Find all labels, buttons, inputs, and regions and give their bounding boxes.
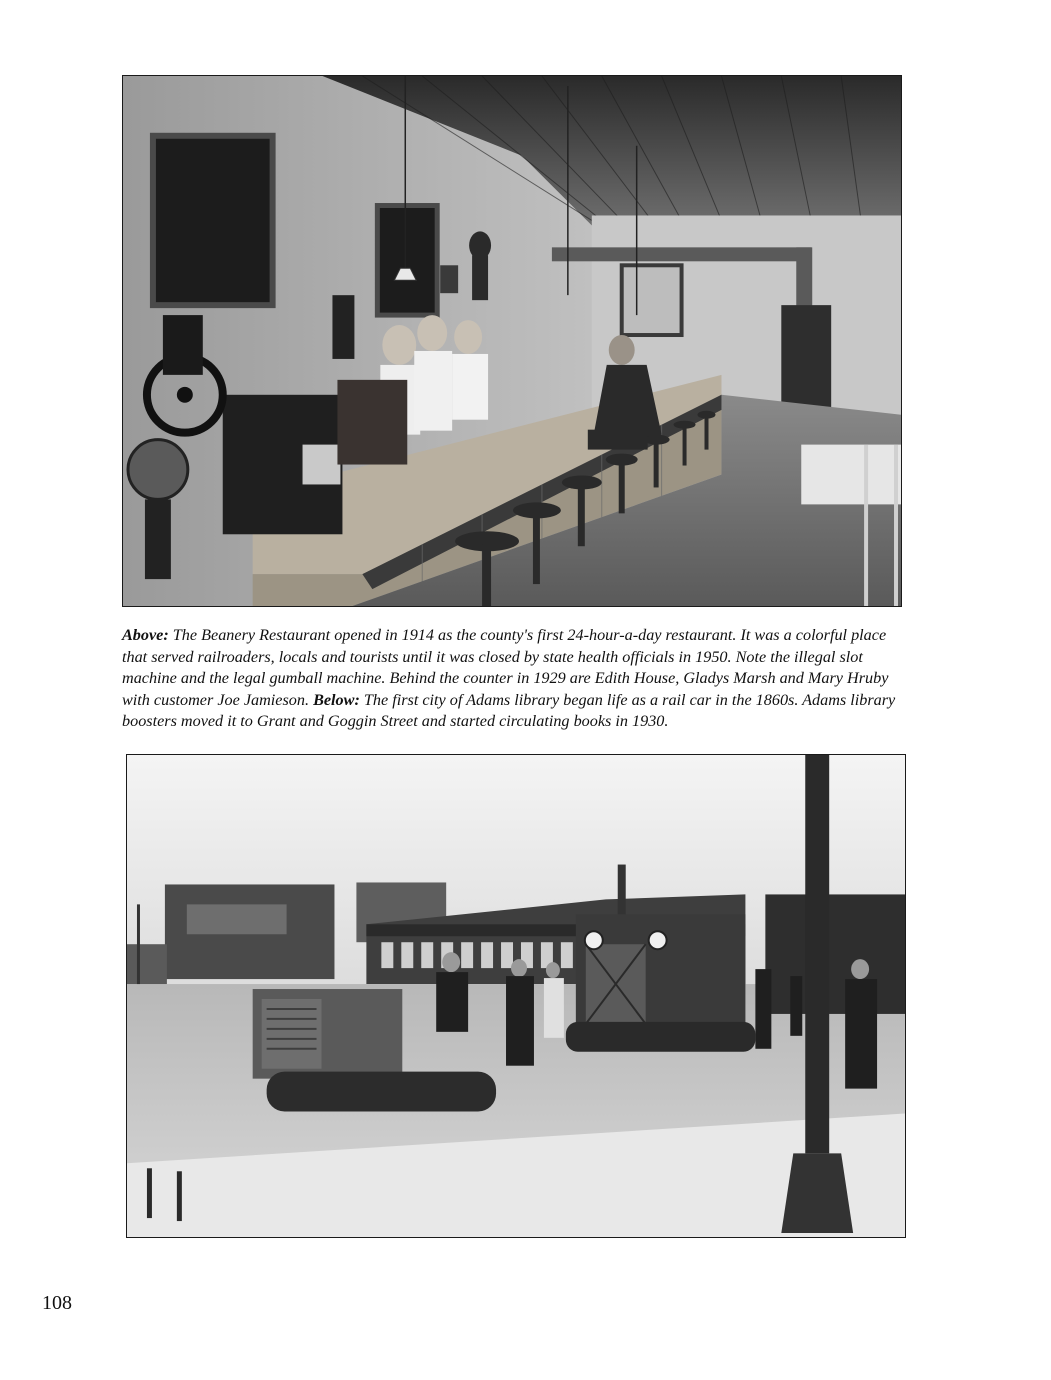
- caption-above-label: Above:: [122, 626, 169, 644]
- library-rail-car-photo: [126, 754, 906, 1238]
- caption-below-label: Below:: [313, 690, 360, 709]
- beanery-restaurant-photo: [122, 75, 902, 607]
- library-rail-car-image: [127, 755, 905, 1237]
- beanery-restaurant-image: [123, 76, 901, 606]
- photo-caption: [122, 625, 906, 733]
- caption-above-text: The Beanery Restaurant opened in 1914 as the county's first 24-hour-a-day restaurant. It was a colorful place that served railroaders, locals and tourists until it was closed by state health officials in 1950. Note the illegal slot machine and the legal gumball machine. Behind the counter in 1929 are Edith House, Gladys Marsh and Mary Hruby with customer Joe Jamieson.: [122, 626, 889, 709]
- page-number: 108: [42, 1292, 72, 1314]
- caption-below-text: The first city of Adams library began life as a rail car in the 1860s. Adams library boosters moved it to Grant and Goggin Street and started circulating books in 1930.: [122, 690, 896, 731]
